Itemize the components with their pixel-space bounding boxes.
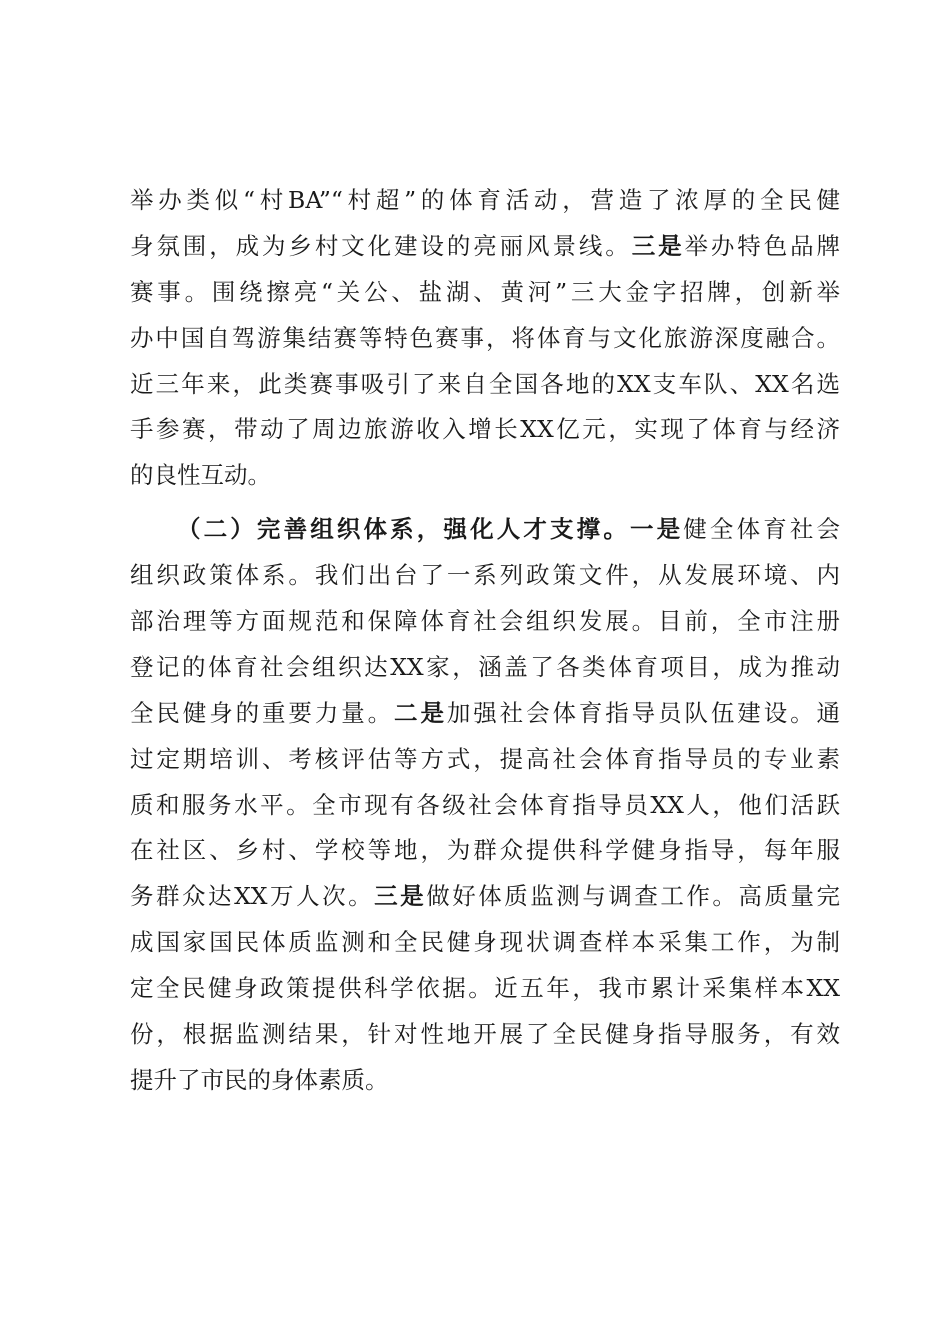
- text-line: [130, 874, 840, 920]
- text-run: 加强社会体育指导员队伍建设。通: [446, 698, 841, 727]
- text-line: [130, 224, 840, 270]
- text-line: [130, 553, 840, 599]
- text-line: [130, 599, 840, 645]
- text-run: 登记的体育社会组织达XX家，涵盖了各类体育项目，成为推动: [130, 652, 840, 681]
- paragraph-1: [130, 178, 840, 499]
- text-line: [130, 507, 840, 553]
- text-run: 质和服务水平。全市现有各级社会体育指导员XX人，他们活跃: [130, 790, 840, 819]
- text-line: [130, 737, 840, 783]
- text-line: [130, 316, 840, 362]
- text-run: 身氛围，成为乡村文化建设的亮丽风景线。: [130, 231, 632, 260]
- bold-text-run: 三是: [374, 882, 427, 911]
- text-run: 近三年来，此类赛事吸引了来自全国各地的XX支车队、XX名选: [130, 369, 840, 398]
- bold-text-run: 二是: [394, 698, 447, 727]
- text-run: 份，根据监测结果，针对性地开展了全民健身指导服务，有效: [130, 1020, 840, 1049]
- paragraph-2: [130, 507, 840, 1104]
- text-line: [130, 1058, 840, 1104]
- text-run: 手参赛，带动了周边旅游收入增长XX亿元，实现了体育与经济: [130, 415, 840, 444]
- text-run: 举办类似“村BA”“村超”的体育活动，营造了浓厚的全民健: [130, 186, 840, 214]
- text-run: 成国家国民体质监测和全民健身现状调查样本采集工作，为制: [130, 928, 840, 957]
- paragraph-gap: [130, 499, 840, 507]
- text-run: 组织政策体系。我们出台了一系列政策文件，从发展环境、内: [130, 561, 840, 590]
- text-line: [130, 178, 840, 224]
- text-run: 赛事。围绕擦亮“关公、盐湖、黄河”三大金字招牌，创新举: [130, 277, 840, 306]
- text-line: [130, 1012, 840, 1058]
- text-line: [130, 920, 840, 966]
- text-line: [130, 645, 840, 691]
- text-run: 举办特色品牌: [684, 231, 841, 260]
- text-run: 健全体育社会: [683, 515, 841, 544]
- text-line: [130, 407, 840, 453]
- text-line: [130, 362, 840, 408]
- text-line: [130, 270, 840, 316]
- bold-text-run: 三是: [631, 231, 685, 260]
- text-run: 全民健身的重要力量。: [130, 698, 395, 727]
- text-run: 提升了市民的身体素质。: [130, 1065, 389, 1094]
- text-run: 过定期培训、考核评估等方式，提高社会体育指导员的专业素: [130, 744, 840, 773]
- document-body: [130, 178, 840, 1104]
- text-line: [130, 828, 840, 874]
- text-run: 的良性互动。: [130, 461, 271, 490]
- text-run: 在社区、乡村、学校等地，为群众提供科学健身指导，每年服: [130, 836, 840, 865]
- text-line: [130, 691, 840, 737]
- text-run: 办中国自驾游集结赛等特色赛事，将体育与文化旅游深度融合。: [130, 323, 840, 352]
- text-line: [130, 966, 840, 1012]
- text-line: [130, 783, 840, 829]
- bold-text-run: （二）完善组织体系，强化人才支撑。一是: [177, 515, 684, 544]
- text-run: 务群众达XX万人次。: [130, 882, 375, 911]
- text-run: 做好体质监测与调查工作。高质量完: [426, 882, 841, 911]
- text-run: 部治理等方面规范和保障体育社会组织发展。目前，全市注册: [130, 607, 840, 636]
- text-line: [130, 453, 840, 499]
- text-run: 定全民健身政策提供科学依据。近五年，我市累计采集样本XX: [130, 974, 840, 1003]
